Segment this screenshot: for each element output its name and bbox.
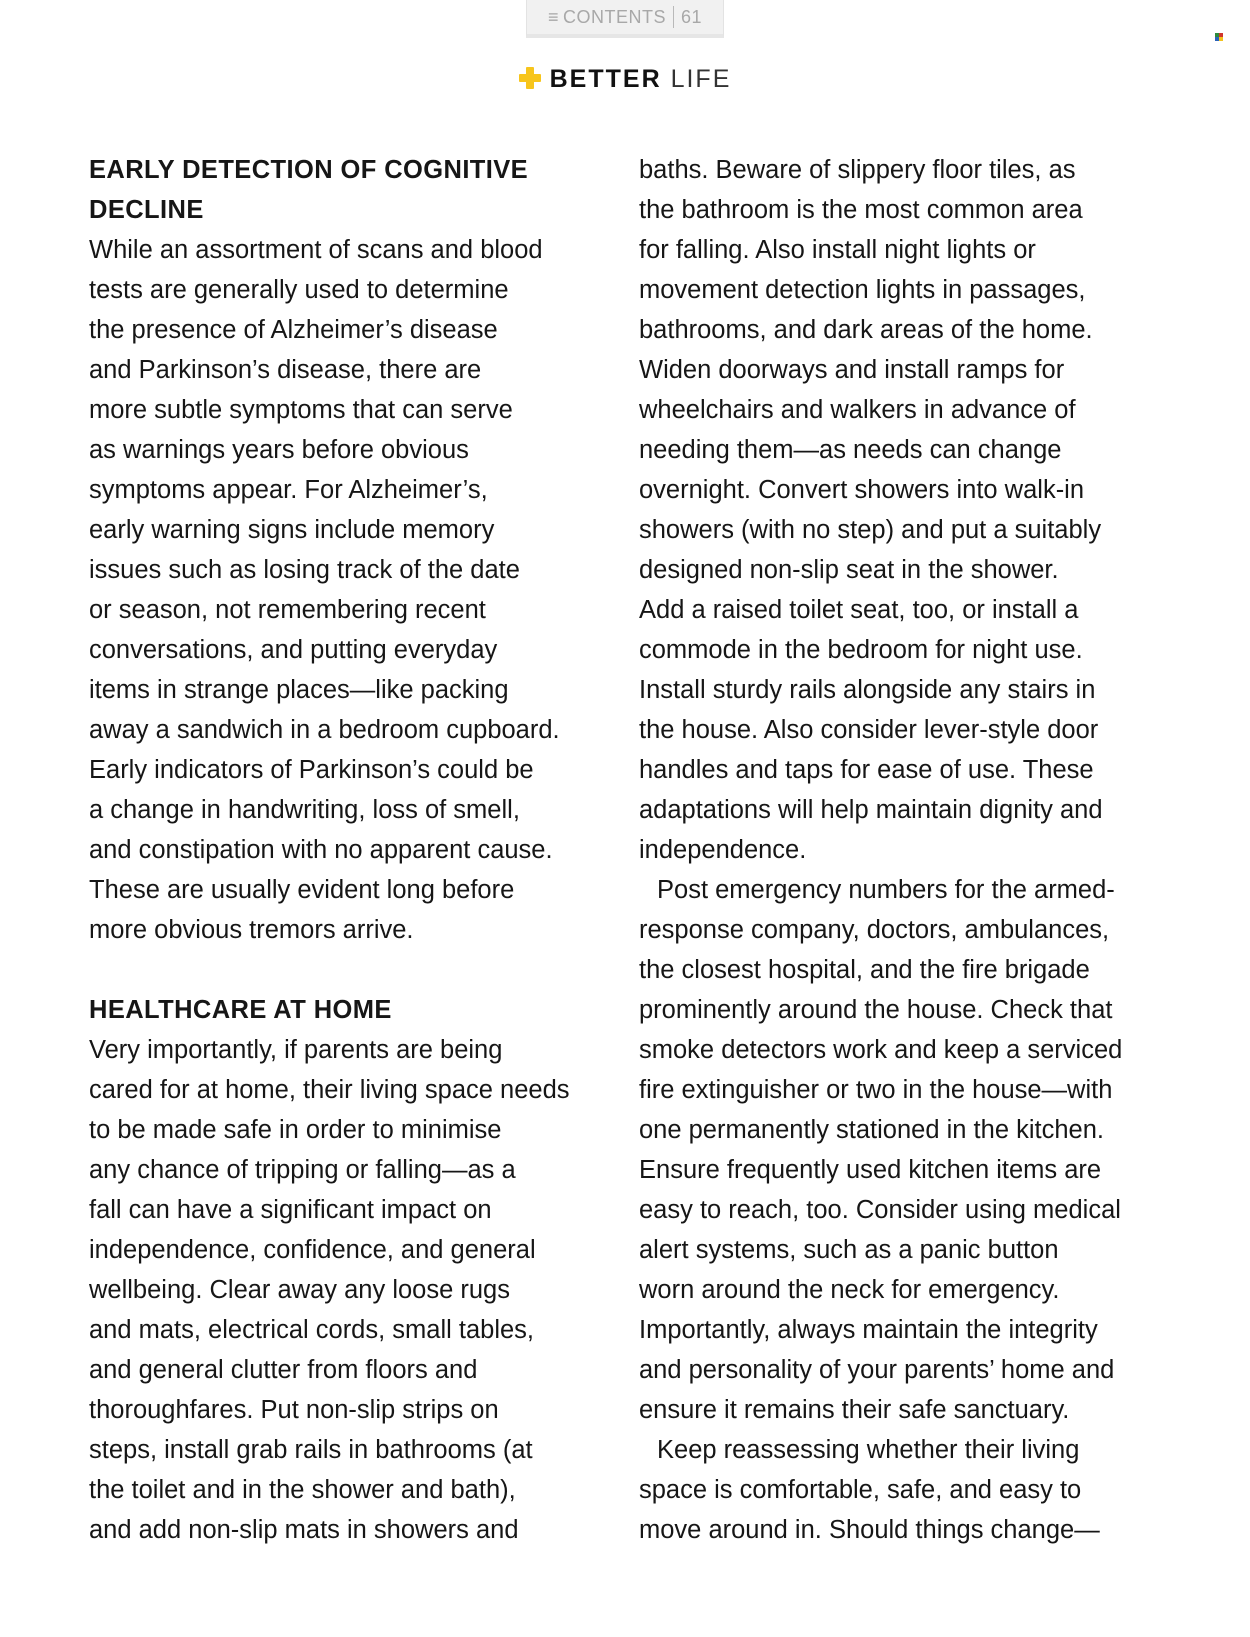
text-line: Early indicators of Parkinson’s could be: [89, 756, 534, 784]
text-line: smoke detectors work and keep a serviced: [639, 1036, 1123, 1064]
text-line: as warnings years before obvious: [89, 436, 469, 464]
text-line: showers (with no step) and put a suitably: [639, 516, 1102, 544]
text-line: a change in handwriting, loss of smell,: [89, 796, 520, 824]
text-line: to be made safe in order to minimise: [89, 1116, 502, 1144]
text-line: for falling. Also install night lights or: [639, 236, 1036, 264]
heading-healthcare-at-home: HEALTHCARE AT HOME: [89, 996, 392, 1024]
spacer: [89, 950, 619, 990]
text-line: Keep reassessing whether their living: [657, 1436, 1080, 1464]
heading-early-detection: DECLINE: [89, 196, 204, 224]
text-line: one permanently stationed in the kitchen.: [639, 1116, 1104, 1144]
text-line: symptoms appear. For Alzheimer’s,: [89, 476, 488, 504]
text-line: or season, not remembering recent: [89, 596, 486, 624]
text-line: away a sandwich in a bedroom cupboard.: [89, 716, 560, 744]
text-line: prominently around the house. Check that: [639, 996, 1113, 1024]
text-line: Add a raised toilet seat, too, or install a: [639, 596, 1079, 624]
text-line: handles and taps for ease of use. These: [639, 756, 1094, 784]
text-line: fall can have a significant impact on: [89, 1196, 492, 1224]
text-line: wheelchairs and walkers in advance of: [639, 396, 1076, 424]
text-line: Post emergency numbers for the armed-: [657, 876, 1115, 904]
text-line: Importantly, always maintain the integrity: [639, 1316, 1098, 1344]
text-line: any chance of tripping or falling—as a: [89, 1156, 516, 1184]
text-line: steps, install grab rails in bathrooms (at: [89, 1436, 533, 1464]
text-line: easy to reach, too. Consider using medical: [639, 1196, 1121, 1224]
text-line: independence, confidence, and general: [89, 1236, 536, 1264]
text-line: independence.: [639, 836, 807, 864]
page-number: 61: [680, 6, 703, 27]
plus-icon: [519, 67, 541, 89]
text-line: the closest hospital, and the fire brigade: [639, 956, 1090, 984]
section-title-light: LIFE: [670, 65, 732, 93]
text-line: space is comfortable, safe, and easy to: [639, 1476, 1082, 1504]
text-line: Very importantly, if parents are being: [89, 1036, 503, 1064]
text-line: Install sturdy rails alongside any stairs in: [639, 676, 1096, 704]
text-line: commode in the bedroom for night use.: [639, 636, 1083, 664]
right-column: [639, 150, 1179, 1550]
text-line: tests are generally used to determine: [89, 276, 509, 304]
section-title-strong: BETTER: [549, 65, 662, 93]
menu-icon: ≡: [547, 6, 559, 27]
contents-button[interactable]: [526, 0, 724, 38]
text-line: While an assortment of scans and blood: [89, 236, 543, 264]
paragraph: [89, 1030, 619, 1550]
contents-label: CONTENTS: [562, 6, 666, 27]
text-line: conversations, and putting everyday: [89, 636, 498, 664]
text-line: Widen doorways and install ramps for: [639, 356, 1065, 384]
text-line: more obvious tremors arrive.: [89, 916, 414, 944]
text-line: the presence of Alzheimer’s disease: [89, 316, 498, 344]
paragraph: [639, 870, 1179, 1430]
text-line: alert systems, such as a panic button: [639, 1236, 1059, 1264]
divider: [673, 6, 674, 28]
text-line: and mats, electrical cords, small tables,: [89, 1316, 535, 1344]
text-line: items in strange places—like packing: [89, 676, 509, 704]
text-line: designed non-slip seat in the shower.: [639, 556, 1059, 584]
text-line: adaptations will help maintain dignity and: [639, 796, 1103, 824]
text-line: These are usually evident long before: [89, 876, 515, 904]
text-line: and constipation with no apparent cause.: [89, 836, 553, 864]
text-line: movement detection lights in passages,: [639, 276, 1086, 304]
text-line: early warning signs include memory: [89, 516, 495, 544]
text-line: needing them—as needs can change: [639, 436, 1062, 464]
paragraph: [639, 1430, 1179, 1550]
text-line: thoroughfares. Put non-slip strips on: [89, 1396, 499, 1424]
text-line: Ensure frequently used kitchen items are: [639, 1156, 1102, 1184]
text-line: and personality of your parents’ home and: [639, 1356, 1115, 1384]
left-column: [89, 150, 619, 1550]
text-line: and add non-slip mats in showers and: [89, 1516, 519, 1544]
text-line: ensure it remains their safe sanctuary.: [639, 1396, 1070, 1424]
text-line: worn around the neck for emergency.: [639, 1276, 1060, 1304]
text-line: response company, doctors, ambulances,: [639, 916, 1110, 944]
text-line: the bathroom is the most common area: [639, 196, 1083, 224]
text-line: fire extinguisher or two in the house—with: [639, 1076, 1113, 1104]
text-line: baths. Beware of slippery floor tiles, as: [639, 156, 1076, 184]
text-line: and Parkinson’s disease, there are: [89, 356, 482, 384]
text-line: bathrooms, and dark areas of the home.: [639, 316, 1093, 344]
text-line: and general clutter from floors and: [89, 1356, 478, 1384]
text-line: cared for at home, their living space needs: [89, 1076, 570, 1104]
text-line: wellbeing. Clear away any loose rugs: [89, 1276, 510, 1304]
section-header: [0, 62, 1250, 96]
heading-early-detection: EARLY DETECTION OF COGNITIVE: [89, 156, 529, 184]
text-line: issues such as losing track of the date: [89, 556, 520, 584]
text-line: the toilet and in the shower and bath),: [89, 1476, 516, 1504]
color-dots-icon: [1215, 33, 1223, 41]
paragraph: [89, 230, 619, 950]
text-line: the house. Also consider lever-style door: [639, 716, 1099, 744]
paragraph: [639, 150, 1179, 870]
text-line: overnight. Convert showers into walk-in: [639, 476, 1085, 504]
text-line: more subtle symptoms that can serve: [89, 396, 513, 424]
text-line: move around in. Should things change—: [639, 1516, 1100, 1544]
